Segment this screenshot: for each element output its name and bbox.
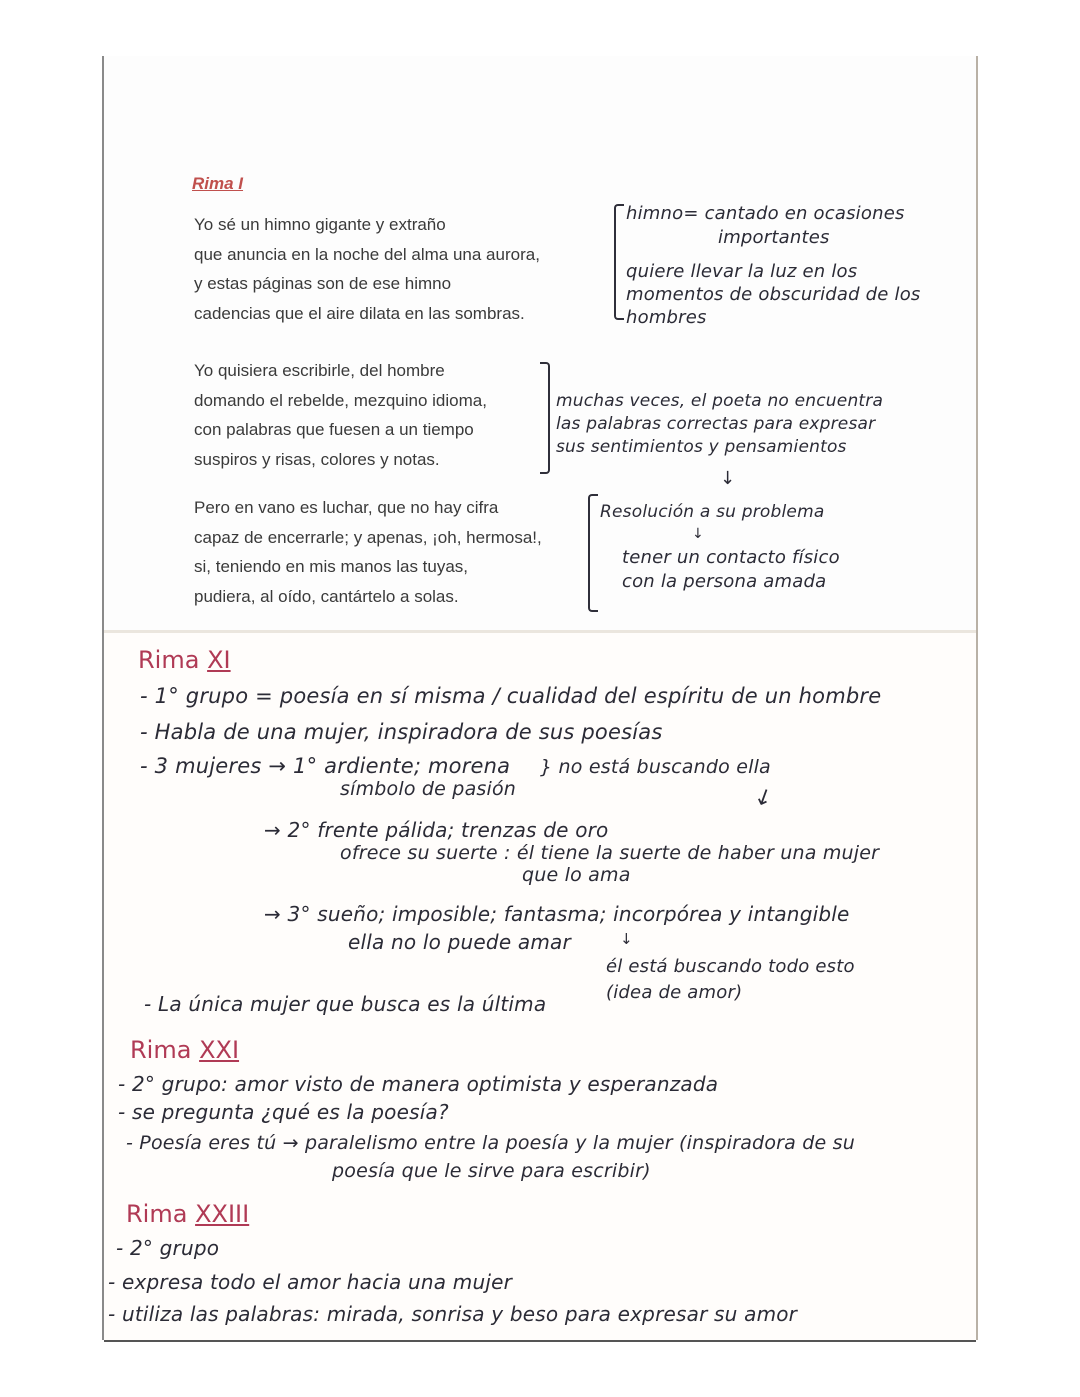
down-arrow-icon: ↓ (720, 468, 736, 489)
verse: cadencias que el aire dilata en las sombras. (194, 303, 525, 323)
note-line: que lo ama (522, 864, 631, 886)
verse: que anuncia en la noche del alma una aurora, (194, 244, 540, 264)
note-line: - se pregunta ¿qué es la poesía? (118, 1100, 449, 1124)
paper-fold (104, 630, 976, 633)
verse: suspiros y risas, colores y notas. (194, 449, 440, 469)
note-line: - 2° grupo: amor visto de manera optimista y esperanzada (118, 1072, 719, 1096)
note-himno: himno= cantado en ocasiones importantes (626, 203, 905, 248)
note-line: - La única mujer que busca es la última (144, 992, 547, 1016)
section-title-rima-xxiii: Rima XXIII (126, 1200, 250, 1228)
note-line: - 2° grupo (116, 1236, 220, 1260)
note-line: él está buscando todo esto (606, 956, 855, 977)
bracket-left (614, 204, 624, 320)
verse: domando el rebelde, mezquino idioma, (194, 390, 487, 410)
note-line: símbolo de pasión (340, 778, 517, 800)
bracket-left (588, 494, 598, 612)
bracket-right (540, 362, 550, 474)
note-line: - Poesía eres tú → paralelismo entre la poesía y la mujer (inspiradora de su (126, 1132, 855, 1154)
note-line: - 1° grupo = poesía en sí misma / cualidad del espíritu de un hombre (140, 684, 882, 708)
note-line: - 3 mujeres → 1° ardiente; morena (140, 754, 511, 778)
down-arrow-icon: ↓ (692, 526, 704, 542)
note-contacto: tener un contacto físico con la persona amada (622, 547, 840, 592)
stanza-3 (194, 493, 542, 611)
verse: capaz de encerrarle; y apenas, ¡oh, hermosa!, (194, 527, 542, 547)
note-line: ofrece su suerte : él tiene la suerte de haber una mujer (340, 842, 880, 864)
note-line: → 3° sueño; imposible; fantasma; incorpórea y intangible (264, 902, 850, 926)
verse: pudiera, al oído, cantártelo a solas. (194, 586, 459, 606)
verse: con palabras que fuesen a un tiempo (194, 420, 474, 439)
note-line: - Habla de una mujer, inspiradora de sus poesías (140, 720, 663, 744)
verse: y estas páginas son de ese himno (194, 274, 452, 293)
verse: Yo sé un himno gigante y extraño (194, 215, 446, 234)
note-line: (idea de amor) (606, 982, 743, 1003)
note-luz: quiere llevar la luz en los momentos de obscuridad de los hombres (626, 261, 921, 328)
down-arrow-icon: ↓ (750, 783, 777, 814)
stanza-2 (194, 356, 487, 474)
notebook-page (104, 56, 976, 1340)
section-title-rima-xi: Rima XI (138, 646, 231, 674)
down-arrow-icon: ↓ (620, 930, 633, 948)
stanza-1 (194, 210, 540, 328)
section-title-rima-xxi: Rima XXI (130, 1036, 240, 1064)
note-line: } no está buscando ella (540, 756, 771, 778)
note-line: - utiliza las palabras: mirada, sonrisa y beso para expresar su amor (108, 1302, 798, 1326)
note-line: poesía que le sirve para escribir) (332, 1160, 651, 1182)
poem-title: Rima I (192, 174, 244, 193)
note-palabras: muchas veces, el poeta no encuentra las palabras correctas para expresar sus sentimientos y pensamientos (556, 391, 884, 457)
verse: Pero en vano es luchar, que no hay cifra (194, 498, 499, 517)
note-line: → 2° frente pálida; trenzas de oro (264, 818, 609, 842)
note-line: - expresa todo el amor hacia una mujer (108, 1270, 513, 1294)
verse: si, teniendo en mis manos las tuyas, (194, 557, 469, 576)
note-line: ella no lo puede amar (348, 930, 571, 954)
note-resolucion: Resolución a su problema (600, 502, 825, 522)
verse: Yo quisiera escribirle, del hombre (194, 361, 445, 380)
